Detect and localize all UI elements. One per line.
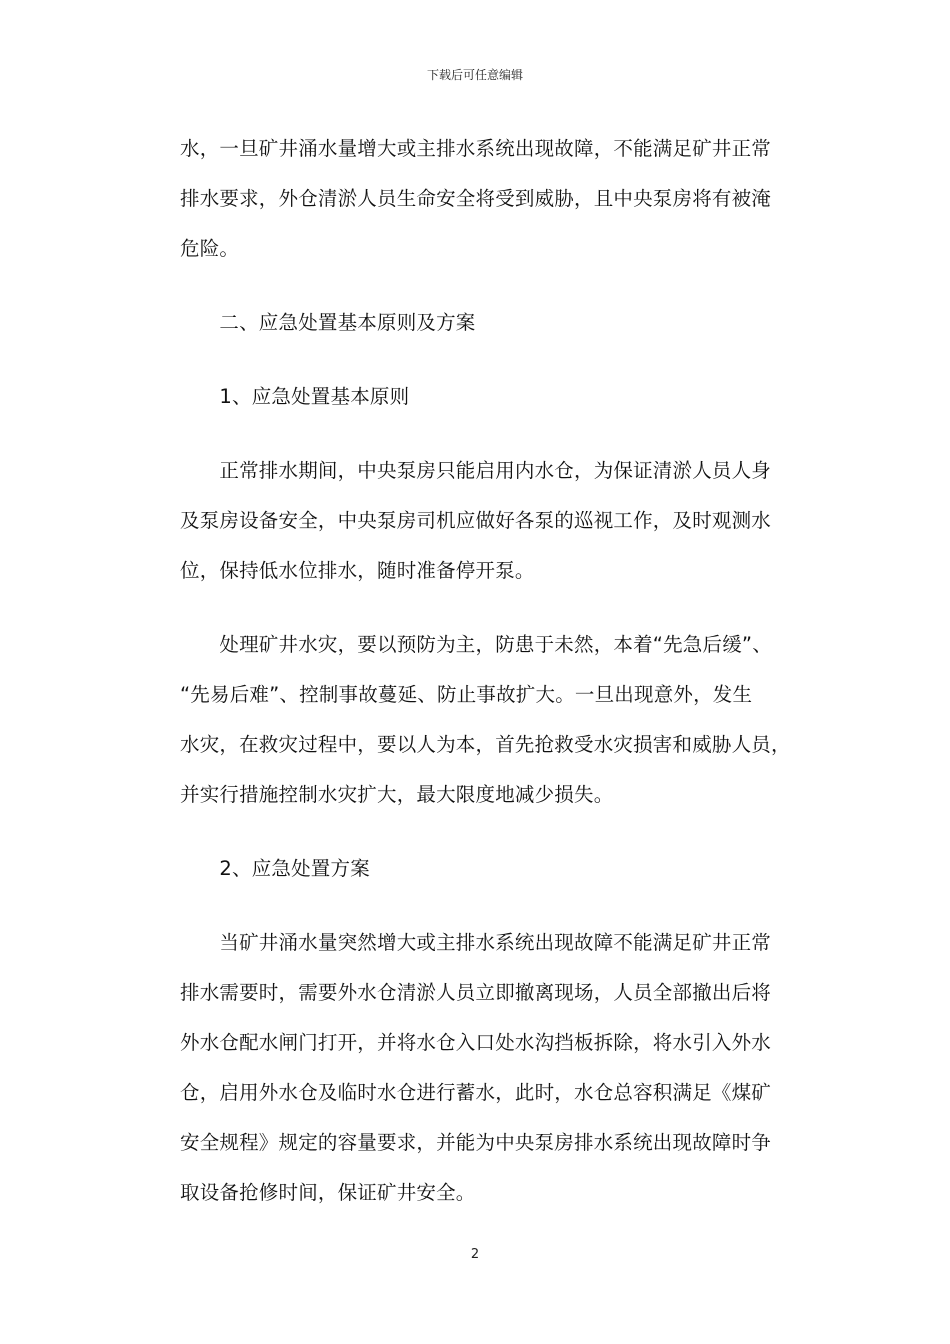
- text-line: 排水需要时，需要外水仓清淤人员立即撤离现场，人员全部撤出后将: [180, 981, 772, 1004]
- text-line: 外水仓配水闸门打开，并将水仓入口处水沟挡板拆除，将水引入外水: [180, 1031, 772, 1054]
- text-line: 水，一旦矿井涌水量增大或主排水系统出现故障，不能满足矿井正常: [180, 137, 772, 160]
- text-line: 危险。: [180, 237, 240, 260]
- text-line: 处理矿井水灾，要以预防为主，防患于未然，本着“先急后缓”、: [180, 633, 772, 656]
- section-heading: 二、应急处置基本原则及方案: [180, 311, 476, 334]
- subsection-heading: 2、应急处置方案: [180, 857, 370, 880]
- page-header: 下载后可任意编辑: [426, 68, 523, 82]
- text-line: 及泵房设备安全，中央泵房司机应做好各泵的巡视工作，及时观测水: [180, 509, 772, 532]
- text-line: 位，保持低水位排水，随时准备停开泵。: [180, 559, 535, 582]
- page-number: 2: [470, 1247, 480, 1262]
- subsection-heading: 1、应急处置基本原则: [180, 385, 410, 408]
- text-line: 水灾，在救灾过程中，要以人为本，首先抢救受水灾损害和威胁人员，: [180, 733, 791, 756]
- text-line: 取设备抢修时间，保证矿井安全。: [180, 1181, 476, 1204]
- text-line: 当矿井涌水量突然增大或主排水系统出现故障不能满足矿井正常: [180, 931, 772, 954]
- text-line: 排水要求，外仓清淤人员生命安全将受到威胁，且中央泵房将有被淹: [180, 187, 772, 210]
- document-body: [180, 136, 791, 1205]
- text-line: 并实行措施控制水灾扩大，最大限度地减少损失。: [180, 783, 614, 806]
- text-line: “先易后难”、控制事故蔓延、防止事故扩大。一旦出现意外，发生: [180, 683, 753, 706]
- text-line: 安全规程》规定的容量要求，并能为中央泵房排水系统出现故障时争: [180, 1131, 772, 1154]
- text-line: 仓，启用外水仓及临时水仓进行蓄水，此时，水仓总容积满足《煤矿: [180, 1081, 772, 1104]
- text-line: 正常排水期间，中央泵房只能启用内水仓，为保证清淤人员人身: [180, 459, 772, 482]
